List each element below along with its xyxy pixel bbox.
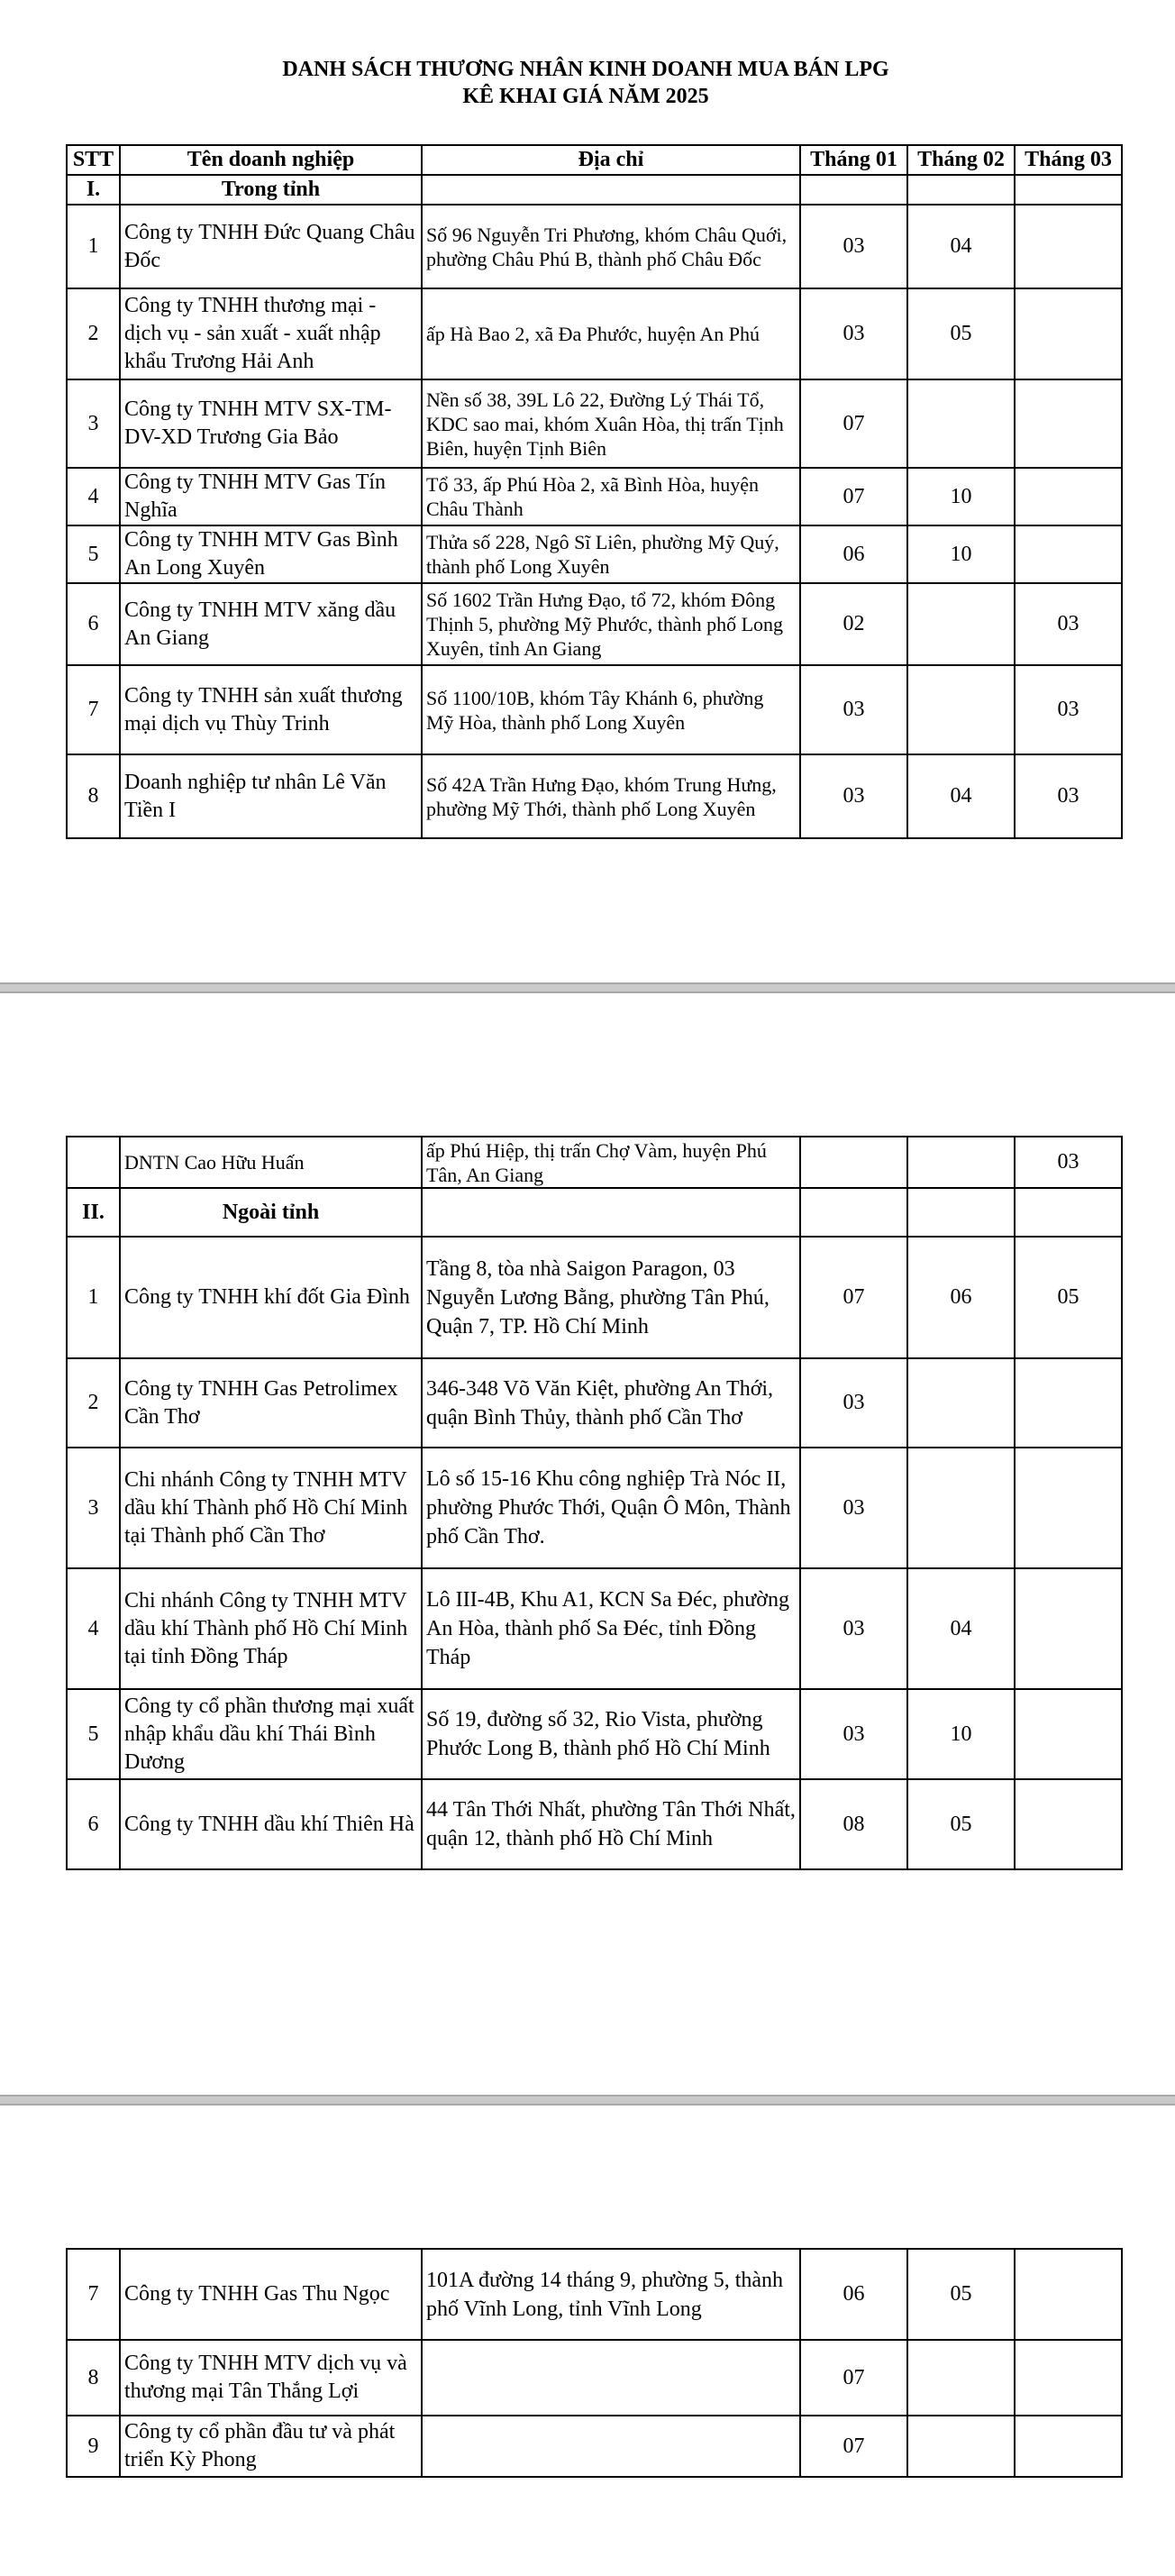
row-company-name: Công ty cổ phần đầu tư và phát triển Kỳ Phong (120, 2416, 422, 2477)
table-row (67, 468, 1122, 525)
row-company-name: Công ty TNHH dầu khí Thiên Hà (120, 1779, 422, 1869)
table-row (67, 1448, 1122, 1568)
row-stt: 6 (67, 583, 120, 665)
row-stt: 5 (67, 1689, 120, 1779)
row-company-name: Công ty TNHH MTV xăng dầu An Giang (120, 583, 422, 665)
section-number: II. (67, 1188, 120, 1237)
row-month-02 (907, 1137, 1015, 1188)
row-month-02: 04 (907, 205, 1015, 288)
row-month-03 (1015, 379, 1122, 468)
row-company-name: Công ty TNHH MTV Gas Tín Nghĩa (120, 468, 422, 525)
row-month-03 (1015, 2340, 1122, 2416)
row-company-name: Công ty TNHH MTV SX-TM-DV-XD Trương Gia Bảo (120, 379, 422, 468)
row-month-03: 05 (1015, 1237, 1122, 1358)
row-address: ấp Phú Hiệp, thị trấn Chợ Vàm, huyện Phú Tân, An Giang (422, 1137, 800, 1188)
row-month-02 (907, 379, 1015, 468)
row-stt: 9 (67, 2416, 120, 2477)
table-row (67, 1779, 1122, 1869)
row-month-01: 06 (800, 2249, 907, 2340)
row-month-02 (907, 1448, 1015, 1568)
row-month-01: 03 (800, 1448, 907, 1568)
row-company-name: Doanh nghiệp tư nhân Lê Văn Tiền I (120, 754, 422, 838)
table-row (67, 288, 1122, 379)
row-stt (67, 1137, 120, 1188)
row-company-name: Công ty TNHH MTV dịch vụ và thương mại Tân Thắng Lợi (120, 2340, 422, 2416)
lpg-table-page-2 (66, 1136, 1123, 1870)
row-address: 346-348 Võ Văn Kiệt, phường An Thới, quận Bình Thủy, thành phố Cần Thơ (422, 1358, 800, 1448)
row-month-03 (1015, 1689, 1122, 1779)
row-month-01: 03 (800, 288, 907, 379)
page-separator (0, 982, 1175, 993)
title-line-1: DANH SÁCH THƯƠNG NHÂN KINH DOANH MUA BÁN LPG (282, 58, 889, 81)
table-row (67, 2249, 1122, 2340)
row-month-01: 06 (800, 525, 907, 583)
rows-page-2 (67, 1237, 1122, 1869)
page-2 (0, 993, 1175, 2095)
row-company-name: Công ty TNHH Gas Thu Ngọc (120, 2249, 422, 2340)
row-month-02: 05 (907, 2249, 1015, 2340)
row-address: Tổ 33, ấp Phú Hòa 2, xã Bình Hòa, huyện Châu Thành (422, 468, 800, 525)
row-month-02: 04 (907, 754, 1015, 838)
table-row (67, 2340, 1122, 2416)
row-month-02 (907, 2340, 1015, 2416)
section-number: I. (67, 175, 120, 205)
row-month-03 (1015, 1358, 1122, 1448)
row-address: 44 Tân Thới Nhất, phường Tân Thới Nhất, quận 12, thành phố Hồ Chí Minh (422, 1779, 800, 1869)
header-month-01: Tháng 01 (800, 145, 907, 175)
row-month-01: 03 (800, 665, 907, 754)
row-address (422, 2340, 800, 2416)
row-month-02: 05 (907, 1779, 1015, 1869)
row-company-name: Công ty TNHH Gas Petrolimex Cần Thơ (120, 1358, 422, 1448)
row-month-03 (1015, 1448, 1122, 1568)
section-label: Trong tỉnh (120, 175, 422, 205)
row-month-03 (1015, 525, 1122, 583)
row-month-01: 03 (800, 1689, 907, 1779)
row-month-01: 02 (800, 583, 907, 665)
row-month-03: 03 (1015, 1137, 1122, 1188)
row-stt: 3 (67, 379, 120, 468)
table-row (67, 583, 1122, 665)
row-address: Số 1100/10B, khóm Tây Khánh 6, phường Mỹ Hòa, thành phố Long Xuyên (422, 665, 800, 754)
row-month-01: 07 (800, 468, 907, 525)
row-stt: 2 (67, 288, 120, 379)
row-stt: 5 (67, 525, 120, 583)
row-address (422, 2416, 800, 2477)
row-company-name: Công ty TNHH khí đốt Gia Đình (120, 1237, 422, 1358)
row-company-name: Công ty TNHH sản xuất thương mại dịch vụ Thùy Trinh (120, 665, 422, 754)
rows-page-3 (67, 2249, 1122, 2477)
row-month-01: 03 (800, 1358, 907, 1448)
row-month-01 (800, 1137, 907, 1188)
document-title (45, 56, 1126, 110)
table-row (67, 665, 1122, 754)
row-address: ấp Hà Bao 2, xã Đa Phước, huyện An Phú (422, 288, 800, 379)
row-address: Thửa số 228, Ngô Sĩ Liên, phường Mỹ Quý, thành phố Long Xuyên (422, 525, 800, 583)
row-month-03 (1015, 468, 1122, 525)
row-month-03: 03 (1015, 583, 1122, 665)
row-month-02 (907, 2416, 1015, 2477)
row-month-02: 10 (907, 1689, 1015, 1779)
row-month-01: 07 (800, 379, 907, 468)
title-line-2: KÊ KHAI GIÁ NĂM 2025 (462, 85, 709, 108)
row-stt: 8 (67, 754, 120, 838)
row-month-02 (907, 665, 1015, 754)
row-stt: 7 (67, 665, 120, 754)
row-month-01: 03 (800, 205, 907, 288)
row-address: Tầng 8, tòa nhà Saigon Paragon, 03 Nguyễn Lương Bằng, phường Tân Phú, Quận 7, TP. Hồ Chí Minh (422, 1237, 800, 1358)
table-row (67, 1137, 1122, 1188)
row-stt: 8 (67, 2340, 120, 2416)
row-company-name: Chi nhánh Công ty TNHH MTV dầu khí Thành phố Hồ Chí Minh tại tỉnh Đồng Tháp (120, 1568, 422, 1689)
row-stt: 1 (67, 205, 120, 288)
lpg-table-page-3 (66, 2248, 1123, 2478)
table-row (67, 2416, 1122, 2477)
section-row-out-province (67, 1188, 1122, 1237)
row-month-01: 07 (800, 2416, 907, 2477)
row-stt: 6 (67, 1779, 120, 1869)
row-month-03 (1015, 2416, 1122, 2477)
table-row (67, 525, 1122, 583)
row-month-03: 03 (1015, 754, 1122, 838)
row-month-03 (1015, 1568, 1122, 1689)
row-month-01: 07 (800, 2340, 907, 2416)
row-address: Số 42A Trần Hưng Đạo, khóm Trung Hưng, phường Mỹ Thới, thành phố Long Xuyên (422, 754, 800, 838)
row-company-name: Công ty TNHH Đức Quang Châu Đốc (120, 205, 422, 288)
table-row (67, 1689, 1122, 1779)
page-1 (0, 0, 1175, 982)
header-name: Tên doanh nghiệp (120, 145, 422, 175)
row-company-name: DNTN Cao Hữu Huấn (120, 1137, 422, 1188)
row-company-name: Chi nhánh Công ty TNHH MTV dầu khí Thành phố Hồ Chí Minh tại Thành phố Cần Thơ (120, 1448, 422, 1568)
row-month-03 (1015, 2249, 1122, 2340)
header-month-03: Tháng 03 (1015, 145, 1122, 175)
row-address: Số 19, đường số 32, Rio Vista, phường Phước Long B, thành phố Hồ Chí Minh (422, 1689, 800, 1779)
row-month-01: 03 (800, 754, 907, 838)
row-stt: 3 (67, 1448, 120, 1568)
row-month-01: 03 (800, 1568, 907, 1689)
row-address: Lô III-4B, Khu A1, KCN Sa Đéc, phường An Hòa, thành phố Sa Đéc, tỉnh Đồng Tháp (422, 1568, 800, 1689)
section-row-in-province (67, 175, 1122, 205)
section-label: Ngoài tỉnh (120, 1188, 422, 1237)
header-row (67, 145, 1122, 175)
row-month-02: 05 (907, 288, 1015, 379)
row-address: 101A đường 14 tháng 9, phường 5, thành phố Vĩnh Long, tỉnh Vĩnh Long (422, 2249, 800, 2340)
row-stt: 2 (67, 1358, 120, 1448)
row-month-02: 04 (907, 1568, 1015, 1689)
table-row (67, 754, 1122, 838)
row-month-02 (907, 1358, 1015, 1448)
row-stt: 4 (67, 1568, 120, 1689)
row-company-name: Công ty cổ phần thương mại xuất nhập khẩu dầu khí Thái Bình Dương (120, 1689, 422, 1779)
row-month-01: 07 (800, 1237, 907, 1358)
row-month-02: 10 (907, 525, 1015, 583)
row-month-02: 06 (907, 1237, 1015, 1358)
header-month-02: Tháng 02 (907, 145, 1015, 175)
table-row (67, 1568, 1122, 1689)
row-address: Số 96 Nguyễn Tri Phương, khóm Châu Quới, phường Châu Phú B, thành phố Châu Đốc (422, 205, 800, 288)
row-stt: 4 (67, 468, 120, 525)
row-month-02 (907, 583, 1015, 665)
header-stt: STT (67, 145, 120, 175)
header-address: Địa chỉ (422, 145, 800, 175)
row-address: Lô số 15-16 Khu công nghiệp Trà Nóc II, phường Phước Thới, Quận Ô Môn, Thành phố Cần Thơ. (422, 1448, 800, 1568)
row-month-03: 03 (1015, 665, 1122, 754)
row-month-03 (1015, 288, 1122, 379)
table-row (67, 205, 1122, 288)
row-stt: 1 (67, 1237, 120, 1358)
row-month-03 (1015, 205, 1122, 288)
page-3 (0, 2106, 1175, 2576)
rows-page-1 (67, 205, 1122, 838)
page-separator (0, 2095, 1175, 2106)
row-company-name: Công ty TNHH thương mại - dịch vụ - sản xuất - xuất nhập khẩu Trương Hải Anh (120, 288, 422, 379)
table-row (67, 1237, 1122, 1358)
row-month-02: 10 (907, 468, 1015, 525)
row-address: Nền số 38, 39L Lô 22, Đường Lý Thái Tổ, KDC sao mai, khóm Xuân Hòa, thị trấn Tịnh Biên, huyện Tịnh Biên (422, 379, 800, 468)
row-month-03 (1015, 1779, 1122, 1869)
lpg-table-page-1 (66, 144, 1123, 839)
row-address: Số 1602 Trần Hưng Đạo, tổ 72, khóm Đông Thịnh 5, phường Mỹ Phước, thành phố Long Xuyên, tỉnh An Giang (422, 583, 800, 665)
table-row (67, 1358, 1122, 1448)
table-row (67, 379, 1122, 468)
row-month-01: 08 (800, 1779, 907, 1869)
row-stt: 7 (67, 2249, 120, 2340)
row-company-name: Công ty TNHH MTV Gas Bình An Long Xuyên (120, 525, 422, 583)
